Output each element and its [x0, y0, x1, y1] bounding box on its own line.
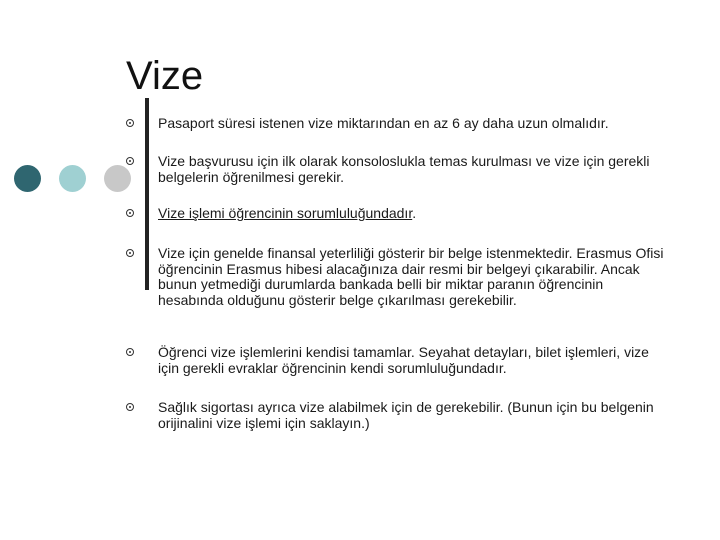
- bullet-text: Vize başvurusu için ilk olarak konsoloslukla temas kurulması ve vize için gerekli belgelerin öğrenilmesi gerekir.: [158, 153, 650, 185]
- ring-bullet-icon: [126, 403, 134, 411]
- bullet-suffix-text: .: [412, 205, 417, 221]
- ring-bullet-icon: [126, 157, 134, 165]
- slide-title: Vize: [126, 54, 204, 98]
- bullet-text: Pasaport süresi istenen vize miktarından en az 6 ay daha uzun olmalıdır.: [158, 115, 609, 131]
- bullet-underlined-text: Vize işlemi öğrencinin sorumluluğundadır: [158, 205, 413, 221]
- ring-bullet-icon: [126, 348, 134, 356]
- ring-bullet-icon: [126, 209, 134, 217]
- ring-bullet-icon: [126, 249, 134, 257]
- ring-bullet-icon: [126, 119, 134, 127]
- bullet-text: Öğrenci vize işlemlerini kendisi tamamlar. Seyahat detayları, bilet işlemleri, vize için gerekli evraklar öğrencinin kendi sorumluluğundadır.: [158, 344, 649, 376]
- bullet-text: [158, 206, 668, 222]
- bullet-text: Vize için genelde finansal yeterliliği gösterir bir belge istenmektedir. Erasmus Ofisi öğrencinin Erasmus hibesi alacağınıza dair resmi bir belgeyi çıkarabilir. Ancak bunun yetmediği durumlarda bankada belli bir miktar paranın öğrencinin hesabında olduğunu gösterir belge çıkarılması gerekebilir.: [158, 245, 664, 308]
- bullet-text: Sağlık sigortası ayrıca vize alabilmek için de gerekebilir. (Bunun için bu belgenin orijinalini vize işlemi için saklayın.): [158, 399, 654, 431]
